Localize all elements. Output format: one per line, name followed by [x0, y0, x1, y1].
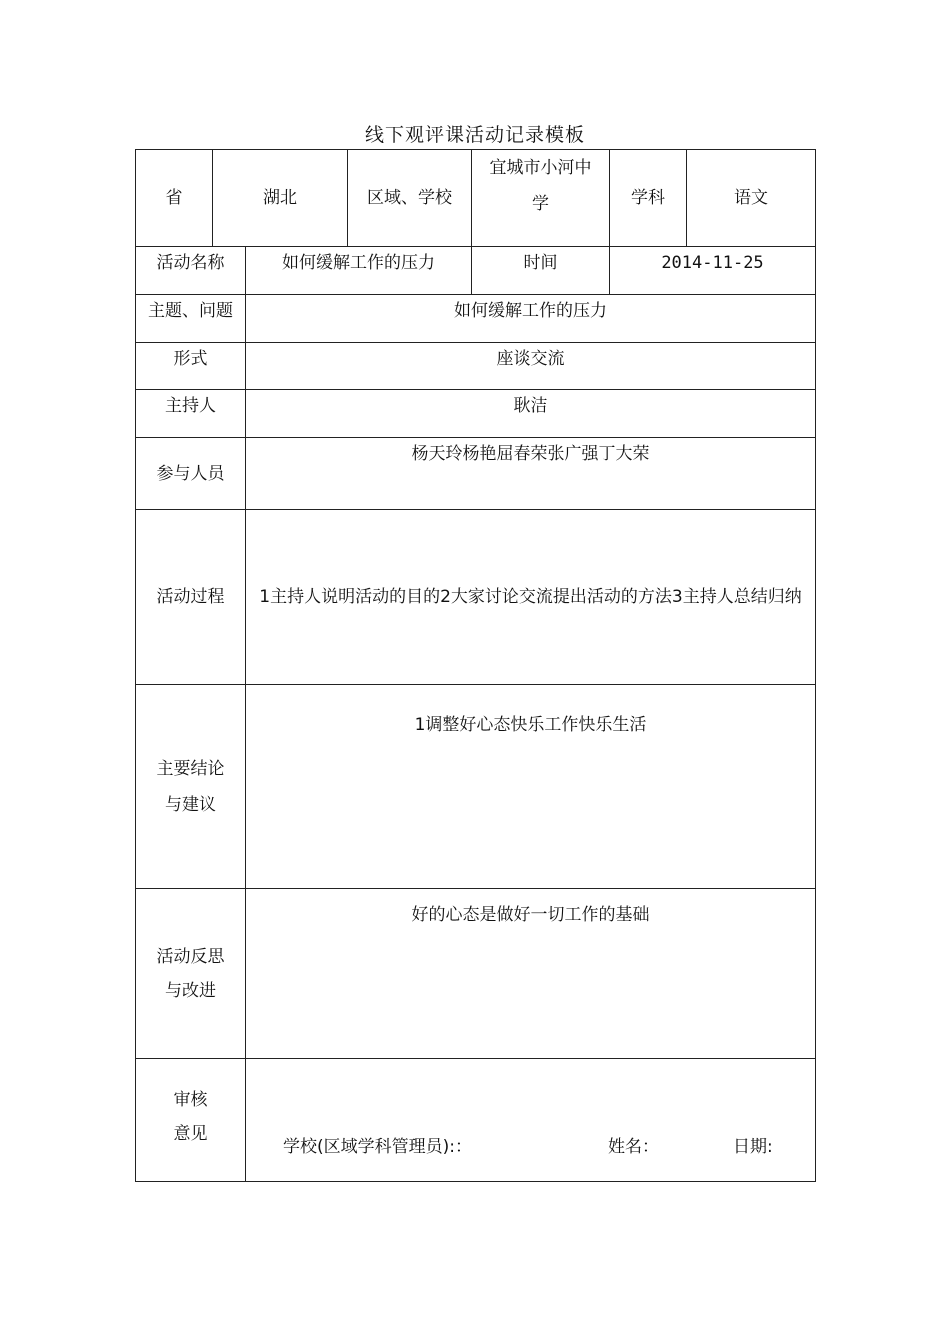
activity-name-value: 如何缓解工作的压力 — [246, 247, 472, 295]
process-label: 活动过程 — [136, 510, 246, 685]
reflection-label-line2: 与改进 — [165, 980, 216, 1001]
row-basic-info — [136, 150, 816, 247]
row-reflection — [136, 889, 816, 1059]
host-value: 耿洁 — [246, 390, 816, 438]
conclusion-value: 1调整好心态快乐工作快乐生活 — [246, 685, 816, 889]
row-participants — [136, 438, 816, 510]
activity-name-label: 活动名称 — [136, 247, 246, 295]
review-label-line1: 审核 — [173, 1090, 208, 1110]
sign-date-label: 日期: — [733, 1137, 773, 1157]
review-signature-cell — [246, 1059, 816, 1182]
subject-label: 学科 — [610, 150, 687, 247]
conclusion-label-line1: 主要结论 — [156, 758, 225, 779]
review-label-line2: 意见 — [173, 1124, 208, 1144]
participants-value: 杨天玲杨艳屈春荣张广强丁大荣 — [246, 438, 816, 510]
row-process — [136, 510, 816, 685]
host-label: 主持人 — [136, 390, 246, 438]
conclusion-label-line2: 与建议 — [165, 794, 216, 815]
province-label: 省 — [136, 150, 213, 247]
process-value: 1主持人说明活动的目的2大家讨论交流提出活动的方法3主持人总结归纳 — [259, 587, 802, 607]
row-format — [136, 343, 816, 390]
subject-value: 语文 — [687, 150, 816, 247]
topic-value: 如何缓解工作的压力 — [246, 295, 816, 343]
conclusion-label — [136, 685, 246, 889]
row-topic — [136, 295, 816, 343]
reflection-label — [136, 889, 246, 1059]
time-label: 时间 — [472, 247, 610, 295]
activity-record-table — [135, 149, 816, 1182]
reflection-value: 好的心态是做好一切工作的基础 — [246, 889, 816, 1059]
time-value: 2014-11-25 — [610, 247, 816, 295]
page-title: 线下观评课活动记录模板 — [364, 124, 585, 146]
row-conclusion — [136, 685, 816, 889]
review-label — [136, 1059, 246, 1182]
process-cell — [246, 510, 816, 685]
format-value: 座谈交流 — [246, 343, 816, 390]
area-school-value: 宜城市小河中学 — [472, 150, 610, 247]
area-school-label: 区域、学校 — [348, 150, 472, 247]
school-admin-label: 学校(区域学科管理员):： — [283, 1137, 472, 1157]
signer-name-label: 姓名： — [608, 1137, 659, 1157]
row-review — [136, 1059, 816, 1182]
row-activity-name — [136, 247, 816, 295]
format-label: 形式 — [136, 343, 246, 390]
review-signature-line — [283, 1135, 785, 1159]
participants-label: 参与人员 — [136, 438, 246, 510]
row-host — [136, 390, 816, 438]
province-value: 湖北 — [213, 150, 348, 247]
reflection-label-line1: 活动反思 — [156, 946, 225, 967]
topic-label: 主题、问题 — [136, 295, 246, 343]
